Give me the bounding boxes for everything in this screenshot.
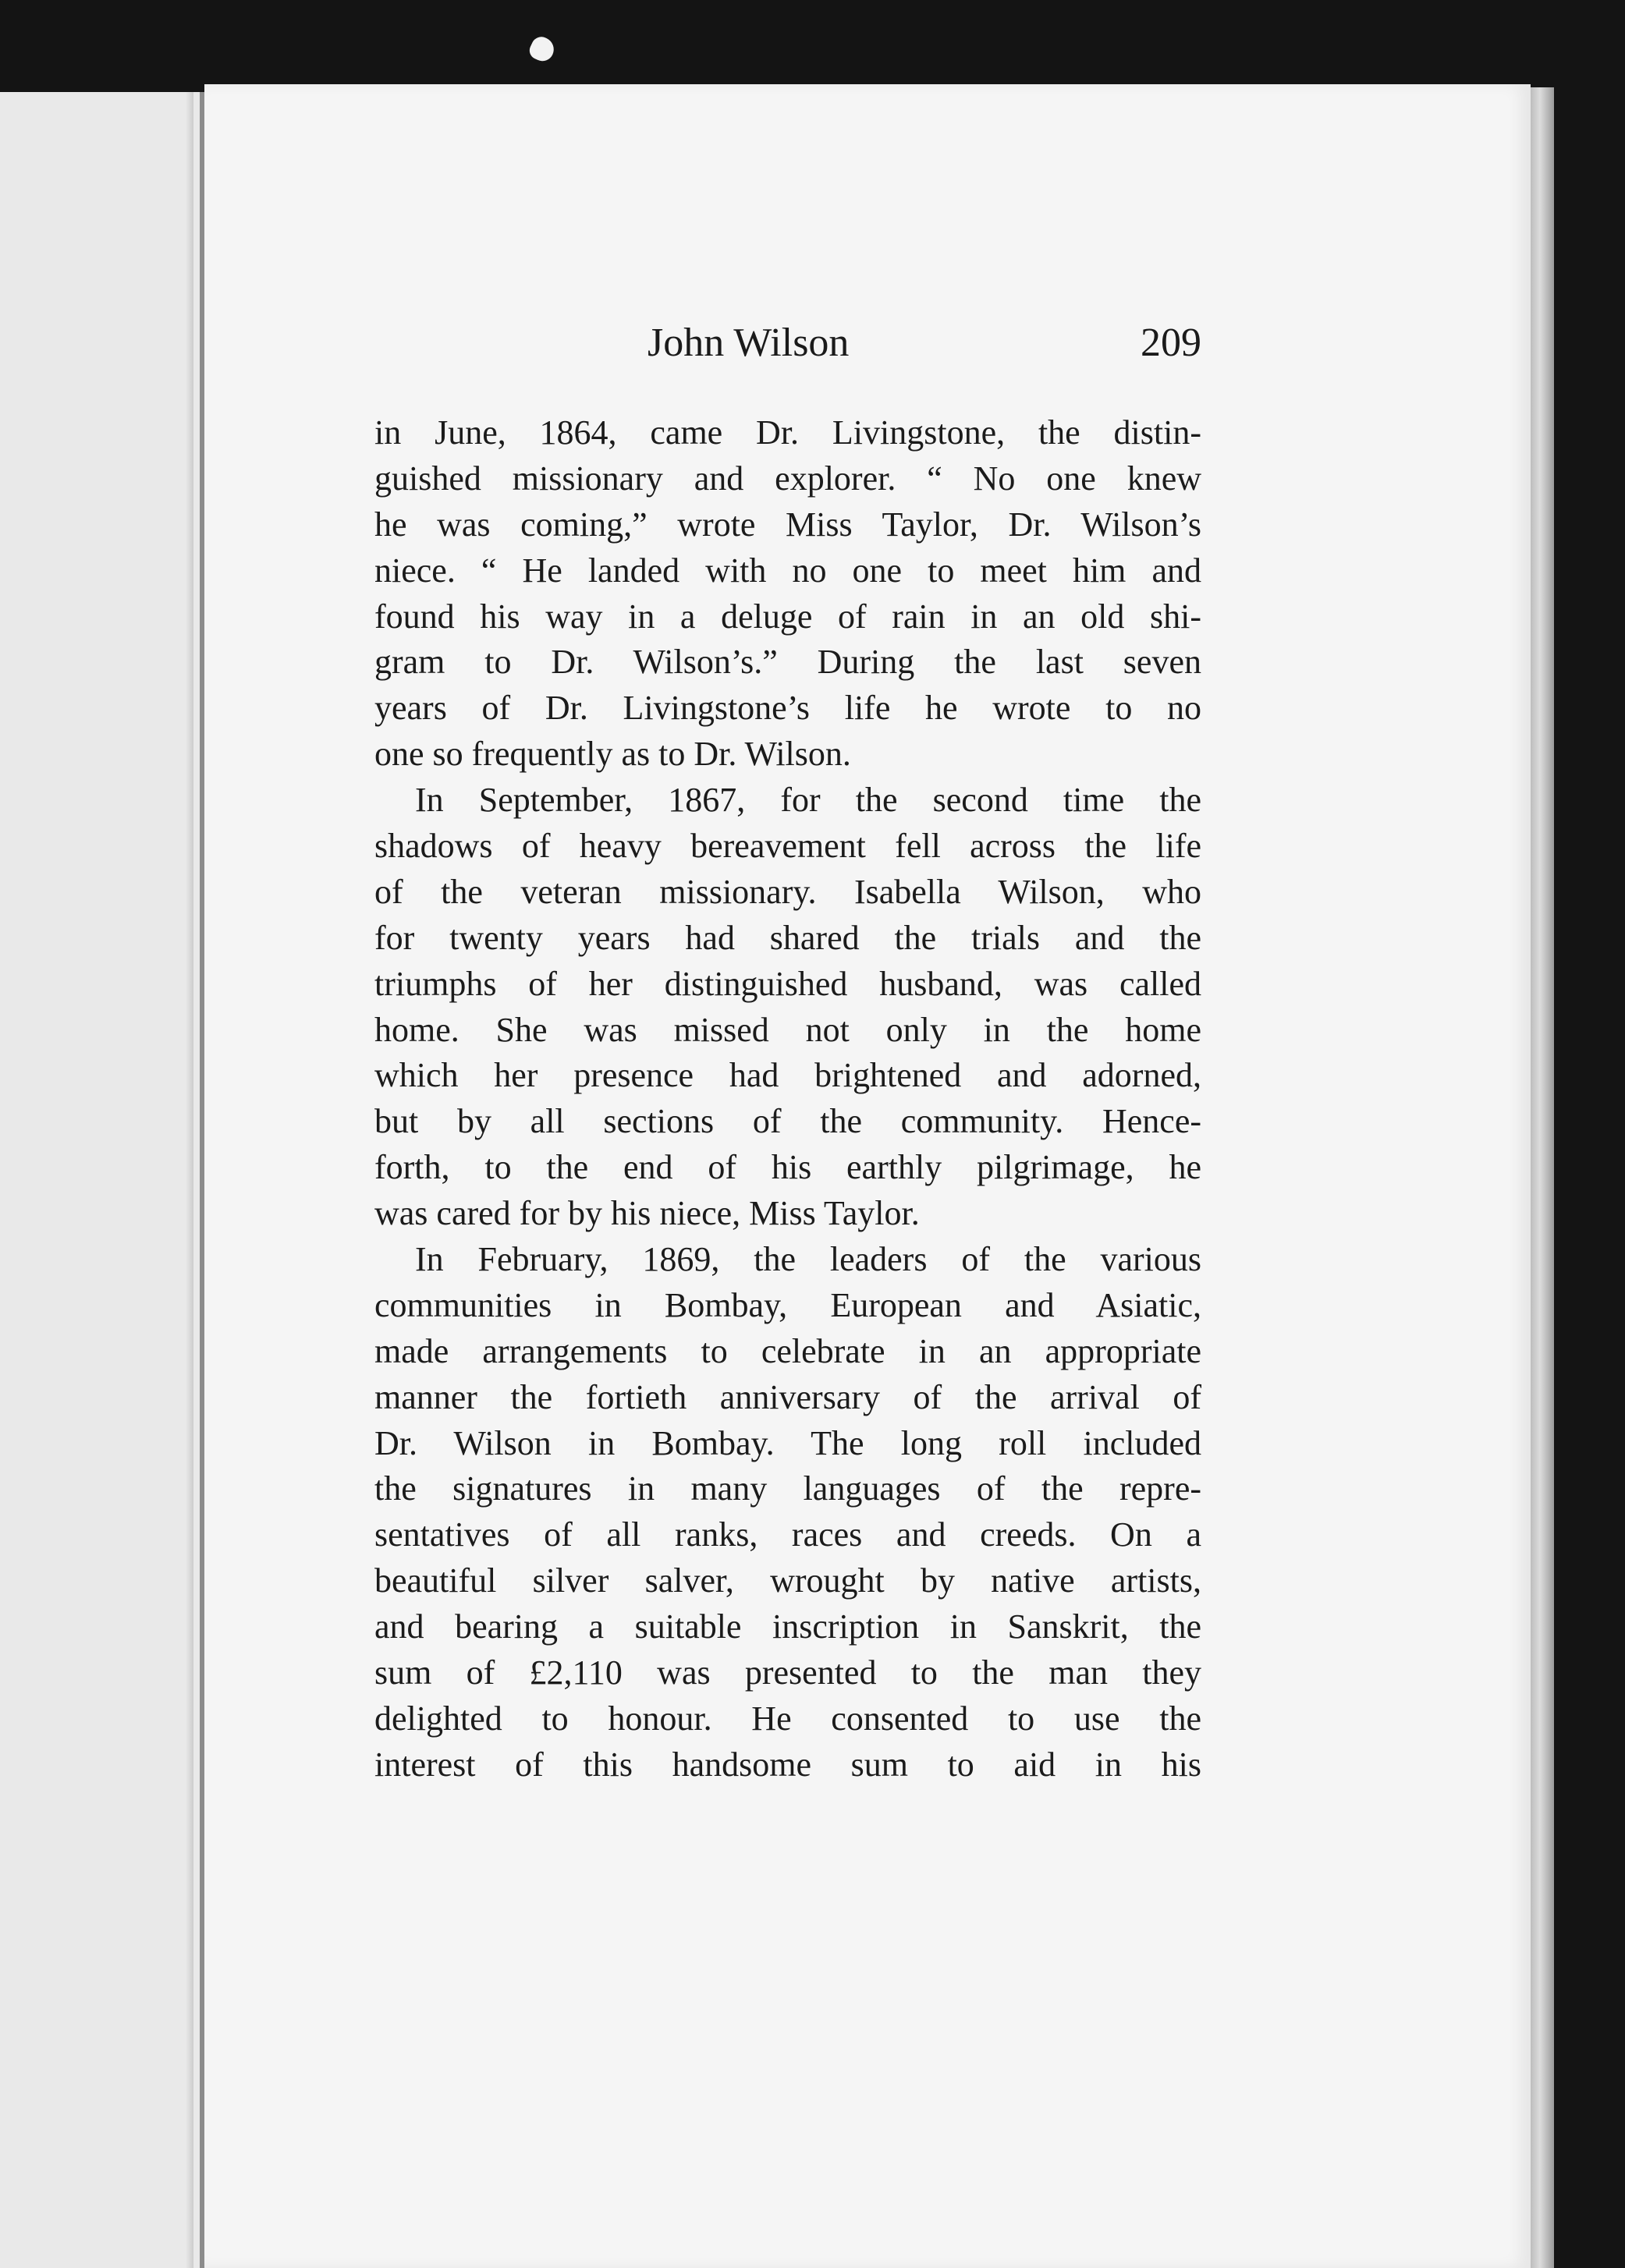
page-stack-edge — [1531, 87, 1554, 2268]
text-line: communities in Bombay, European and Asiatic, — [374, 1285, 1201, 1324]
text-line: he was coming,” wrote Miss Taylor, Dr. Wilson’s — [374, 505, 1201, 544]
text-line: but by all sections of the community. Hence- — [374, 1102, 1201, 1141]
text-line: in June, 1864, came Dr. Livingstone, the distin- — [374, 413, 1201, 452]
text-line: which her presence had brightened and adorned, — [374, 1056, 1201, 1095]
text-line: delighted to honour. He consented to use the — [374, 1699, 1201, 1738]
text-line: manner the fortieth anniversary of the arrival of — [374, 1377, 1201, 1416]
text-line: of the veteran missionary. Isabella Wilson, who — [374, 872, 1201, 911]
text-line: found his way in a deluge of rain in an old shi- — [374, 597, 1201, 636]
text-line: interest of this handsome sum to aid in his — [374, 1745, 1201, 1784]
body-text — [374, 410, 1201, 1788]
page-header — [374, 320, 1201, 382]
text-line: Dr. Wilson in Bombay. The long roll included — [374, 1423, 1201, 1462]
text-line: and bearing a suitable inscription in Sanskrit, the — [374, 1607, 1201, 1646]
scan-dust-mark — [527, 34, 558, 65]
text-line: niece. “ He landed with no one to meet him and — [374, 551, 1201, 590]
text-line: gram to Dr. Wilson’s.” During the last seven — [374, 643, 1201, 682]
text-line: In September, 1867, for the second time the — [415, 781, 1201, 820]
text-line: triumphs of her distinguished husband, was called — [374, 964, 1201, 1003]
text-line: one so frequently as to Dr. Wilson. — [374, 735, 851, 774]
text-line: the signatures in many languages of the repre- — [374, 1469, 1201, 1508]
text-line: forth, to the end of his earthly pilgrimage, he — [374, 1148, 1201, 1187]
text-line: guished missionary and explorer. “ No one knew — [374, 459, 1201, 498]
text-line: made arrangements to celebrate in an appropriate — [374, 1331, 1201, 1370]
text-line: sum of £2,110 was presented to the man they — [374, 1653, 1201, 1692]
facing-page-edge — [0, 92, 204, 2268]
page-number: 209 — [1141, 321, 1201, 365]
text-line: years of Dr. Livingstone’s life he wrote to no — [374, 689, 1201, 728]
text-line: shadows of heavy bereavement fell across the life — [374, 827, 1201, 866]
text-line: beautiful silver salver, wrought by native artists, — [374, 1561, 1201, 1600]
text-line: for twenty years had shared the trials and the — [374, 918, 1201, 957]
text-line: In February, 1869, the leaders of the various — [415, 1240, 1201, 1279]
text-line: home. She was missed not only in the home — [374, 1010, 1201, 1049]
running-head: John Wilson — [648, 321, 850, 365]
text-line: sentatives of all ranks, races and creeds. On a — [374, 1515, 1201, 1554]
text-line: was cared for by his niece, Miss Taylor. — [374, 1194, 920, 1233]
